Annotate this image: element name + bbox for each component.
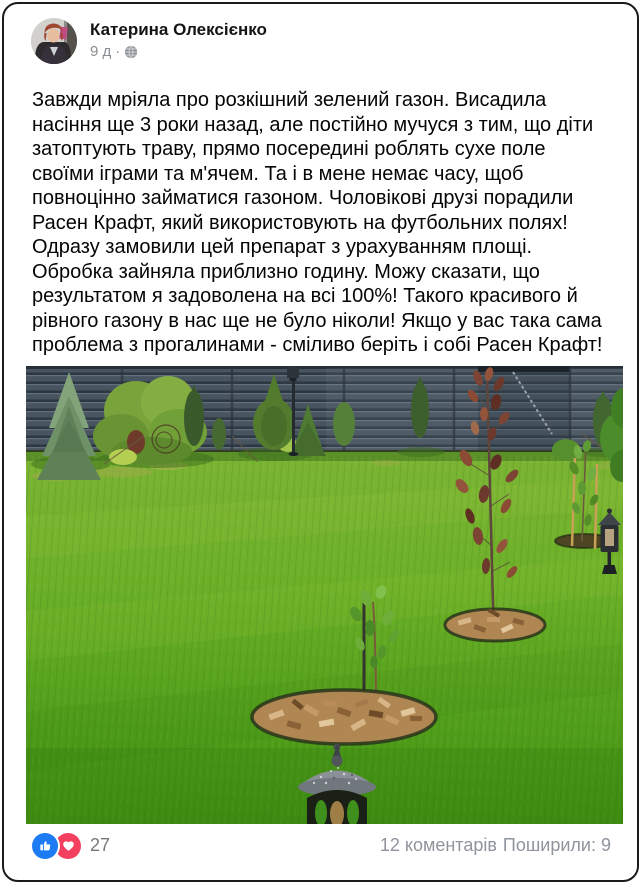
post-header	[4, 4, 637, 64]
author-name[interactable]: Катерина Олексієнко	[90, 20, 267, 39]
love-icon[interactable]	[55, 833, 81, 859]
meta-separator: ·	[115, 43, 121, 60]
mulch-circle-center	[252, 690, 436, 744]
lawn	[26, 452, 623, 824]
avatar-image	[31, 18, 77, 64]
post-card	[2, 2, 639, 882]
avatar[interactable]	[31, 18, 77, 64]
like-icon[interactable]	[32, 833, 58, 859]
post-photo[interactable]	[26, 366, 623, 824]
post-meta	[90, 43, 267, 60]
shares-count[interactable]: Поширили: 9	[502, 835, 611, 855]
reactions-summary[interactable]	[32, 833, 110, 859]
post-footer	[4, 824, 637, 859]
post-text: Завжди мріяла про розкішний зелений газон. Висадила насіння ще 3 роки назад, але постійно мучуся з тим, що діти затоптують траву, прямо посередині роблять сухе поле своїми іграми та м'ячем. Та і в мене немає часу, щоб повноцінно займатися газоном. Чоловікові друзі порадили Расен Крафт, який використовують на футбольних полях! Одразу замовили цей препарат з урахуванням площі. Обробка зайняла приблизно годину. Можу сказати, що результатом я задоволена на всі 100%! Такого красивого й рівного газону в нас ще не було ніколи! Якщо у вас така сама проблема з прогалинами - сміливо беріть і собі Расен Крафт!	[32, 89, 603, 356]
timestamp[interactable]: 9 д	[90, 43, 112, 60]
globe-icon	[124, 45, 138, 59]
comments-count[interactable]: 12 коментарів	[379, 835, 497, 855]
reactions-count[interactable]: 27	[90, 835, 111, 855]
mulch-circle-right	[445, 608, 545, 641]
